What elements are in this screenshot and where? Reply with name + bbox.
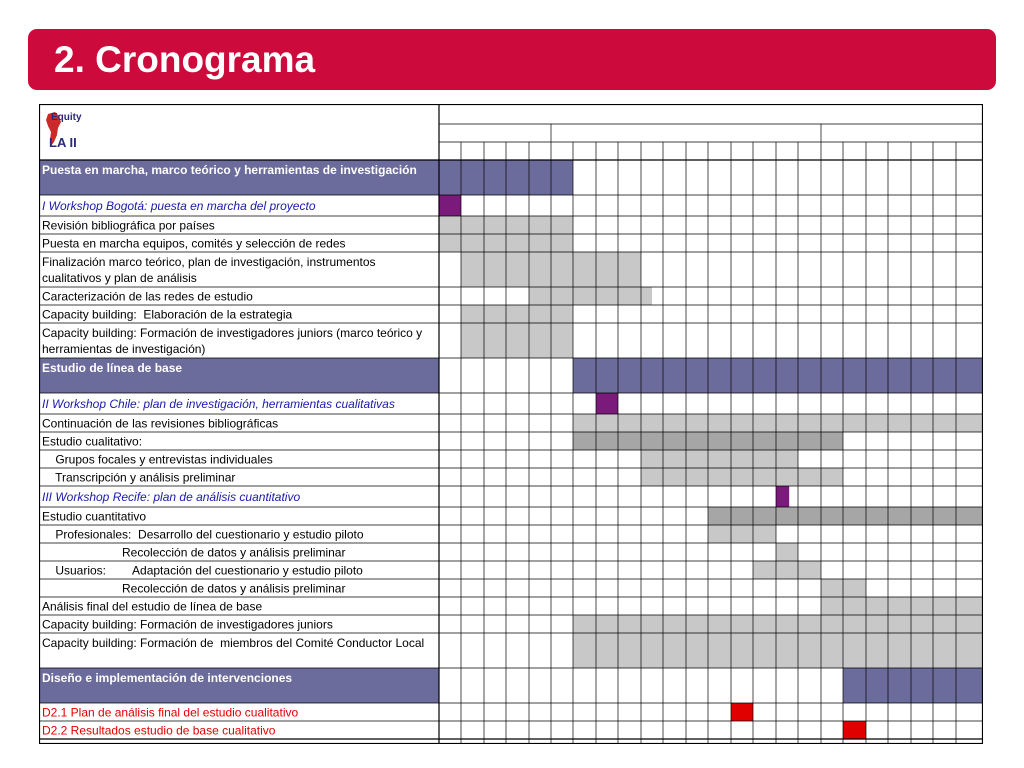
gantt-bar — [776, 486, 789, 507]
page-title: 2. Cronograma — [54, 39, 316, 80]
row-label: Transcripción y análisis preliminar — [42, 470, 236, 485]
row-label: Puesta en marcha equipos, comités y selección de redes — [42, 236, 346, 251]
row-label: Estudio cuantitativo — [42, 509, 147, 524]
row-label: I Workshop Bogotá: puesta en marcha del proyecto — [42, 199, 316, 213]
row-label: Estudio de línea de base — [42, 361, 183, 375]
gantt-bar — [708, 507, 983, 525]
gantt-bar — [596, 393, 618, 414]
row-label: Recolección de datos y análisis preliminar — [42, 581, 346, 596]
row-label: Estudio cualitativo: — [42, 434, 143, 449]
row-label: II Workshop Chile: plan de investigación, herramientas cualitativas — [42, 397, 395, 411]
row-label: Grupos focales y entrevistas individuales — [42, 452, 273, 467]
row-label: Continuación de las revisiones bibliográficas — [42, 416, 279, 431]
gantt-bar — [573, 615, 983, 633]
row-label: Capacity building: Formación de investigadores juniors (marco teórico y herramientas de investigación) — [42, 326, 423, 356]
gantt-bar — [708, 525, 776, 543]
gantt-bar — [439, 195, 461, 216]
gantt-bar — [821, 597, 983, 615]
row-label: Diseño e implementación de intervenciones — [42, 671, 293, 685]
row-label: Profesionales: Desarrollo del cuestionario y estudio piloto — [42, 527, 364, 542]
title-banner — [28, 29, 996, 90]
row-label: Recolección de datos y análisis preliminar — [42, 545, 346, 560]
gantt-chart — [39, 104, 983, 744]
gantt-bar — [461, 305, 573, 323]
gantt-bar — [529, 287, 652, 305]
row-label: III Workshop Recife: plan de análisis cuantitativo — [42, 490, 301, 504]
row-label: D2.2 Resultados estudio de base cualitativo — [42, 723, 276, 738]
gantt-bar — [821, 579, 866, 597]
gantt-bar — [731, 703, 753, 721]
gantt-bar — [776, 543, 798, 561]
gantt-bar — [641, 468, 843, 486]
row-label: Capacity building: Formación de miembros del Comité Conductor Local — [42, 636, 425, 650]
gantt-bar — [573, 414, 983, 432]
gantt-bar — [573, 633, 983, 668]
row-label: Caracterización de las redes de estudio — [42, 289, 253, 304]
gantt-bar — [843, 721, 866, 739]
row-label: Capacity building: Elaboración de la estrategia — [42, 307, 293, 322]
row-label: Usuarios: Adaptación del cuestionario y estudio piloto — [42, 563, 363, 578]
row-label: Análisis final del estudio de línea de base — [42, 599, 263, 614]
gantt-bar — [843, 668, 983, 703]
gantt-bar — [461, 323, 573, 358]
row-label: Revisión bibliográfica por países — [42, 218, 215, 233]
row-label: D2.1 Plan de análisis final del estudio cualitativo — [42, 705, 299, 720]
logo — [46, 112, 82, 150]
logo-text-bottom: LA II — [49, 135, 77, 150]
row-label: Puesta en marcha, marco teórico y herramientas de investigación — [42, 163, 417, 177]
logo-text-top: Equity — [51, 112, 82, 123]
row-label: Capacity building: Formación de investigadores juniors — [42, 617, 333, 632]
gantt-bar — [641, 450, 798, 468]
gantt-bar — [753, 561, 821, 579]
row-label: Finalización marco teórico, plan de investigación, instrumentos cualitativos y plan de análisis — [42, 255, 376, 285]
gantt-bar — [573, 358, 983, 393]
